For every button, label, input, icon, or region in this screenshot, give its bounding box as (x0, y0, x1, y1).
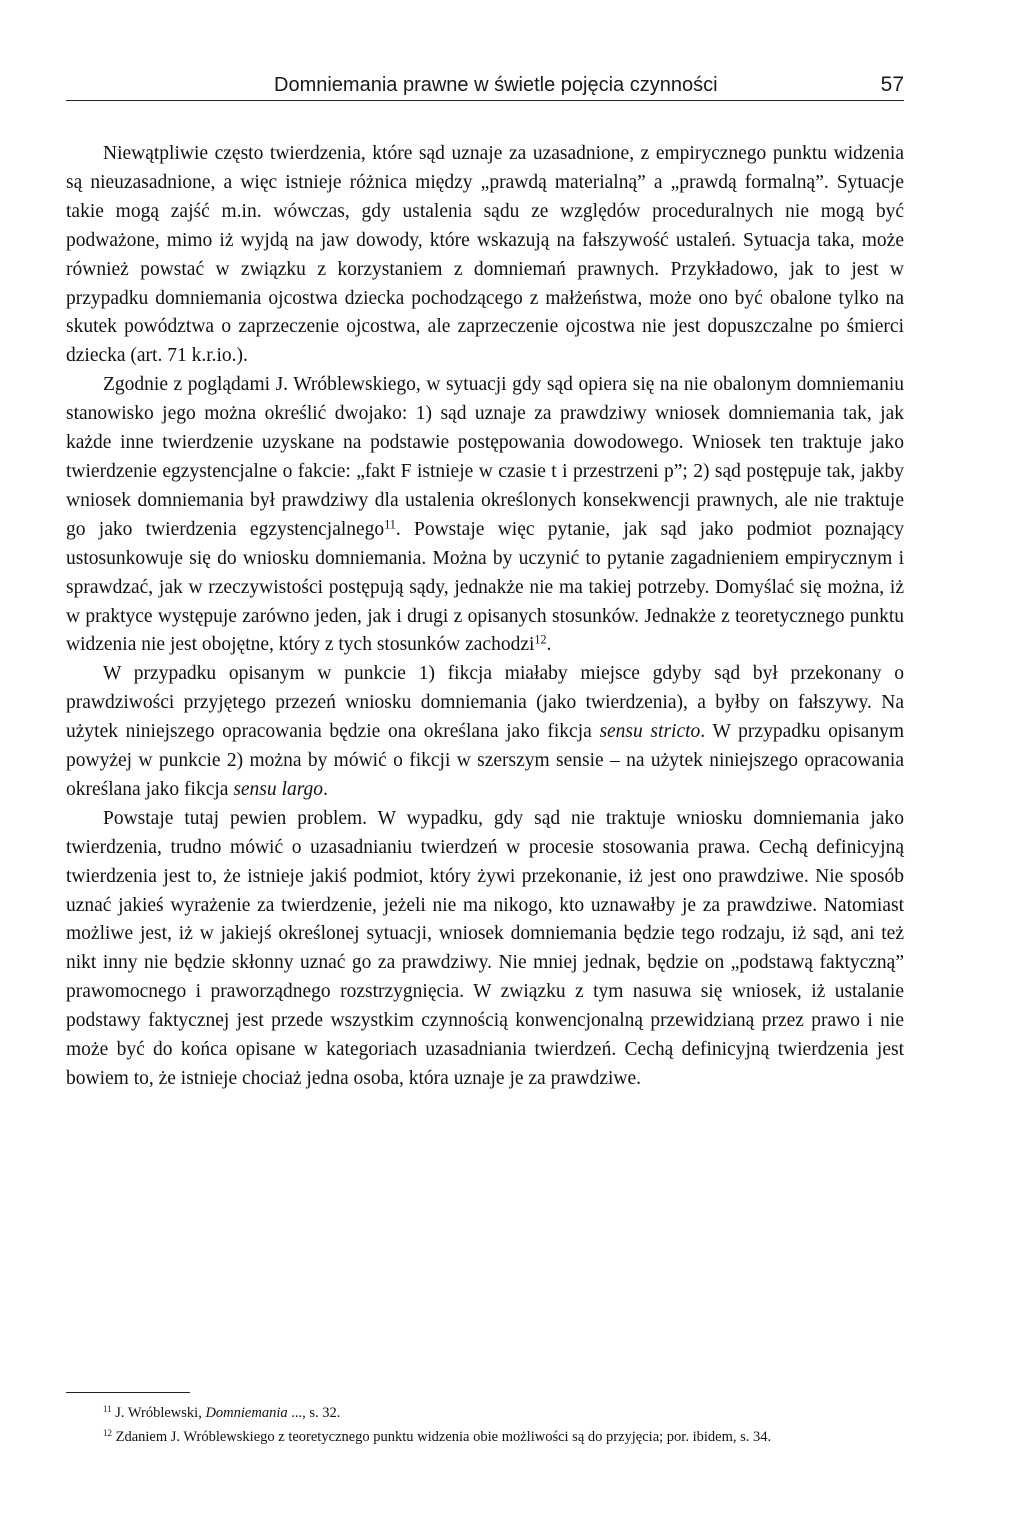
text-run: Zgodnie z poglądami J. Wróblewskiego, w sytuacji gdy sąd opiera się na nie obalonym domniemaniu stanowisko jego można określić dwojako: 1) sąd uznaje za prawdziwy wniosek domniemania tak, jak każde inne twierdzenie uzyskane na podstawie postępowania dowodowego. Wniosek ten traktuje jako twierdzenie egzystencjalne o fakcie: „fakt F istnieje w czasie t i przestrzeni p”; 2) sąd postępuje tak, jakby wniosek domniemania był prawdziwy dla ustalenia określonych konsekwencji prawnych, ale nie traktuje go jako twierdzenia egzystencjalnego (66, 374, 904, 540)
text-run: Zdaniem J. Wróblewskiego z teoretycznego punktu widzenia obie możliwości są do przyjęcia; por. ibidem, s. 34. (111, 1429, 772, 1445)
text-run: . (323, 778, 328, 800)
footnotes (66, 1392, 904, 1449)
footnote (66, 1425, 904, 1449)
page-number: 57 (880, 73, 904, 96)
paragraph (66, 140, 904, 371)
paragraph (66, 371, 904, 660)
text-run: . W przypadku opisanym powyżej w punkcie 2) można by mówić o fikcji w szerszym sensie – na użytek niniejszego opracowania określana jako fikcja (66, 721, 904, 800)
body-text (66, 140, 904, 1094)
paragraph (66, 660, 904, 805)
footnote-ref: 12 (534, 632, 547, 647)
running-header (66, 72, 904, 101)
text-run: . Powstaje więc pytanie, jak sąd jako podmiot poznający ustosunkowuje się do wniosku domniemania. Można by uczynić to pytanie zagadnieniem empirycznym i sprawdzać, jak w rzeczywistości postępują sądy, jednakże nie ma takiej potrzeby. Domyślać się można, iż w praktyce występuje zarówno jeden, jak i drugi z opisanych stosunków. Jednakże z teoretycznego punktu widzenia nie jest obojętne, który z tych stosunków zachodzi (66, 518, 904, 656)
footnote (66, 1401, 904, 1425)
text-run: ..., s. 32. (287, 1405, 341, 1421)
footnote-ref: 12 (103, 1428, 112, 1439)
italic-term: sensu largo (233, 778, 324, 800)
text-run: W przypadku opisanym w punkcie 1) fikcja miałaby miejsce gdyby sąd był przekonany o prawdziwości przyjętego przezeń wniosku domniemania (jako twierdzenia), a byłby on fałszywy. Na użytek niniejszego opracowania będzie ona określana jako fikcja (66, 663, 904, 743)
italic-term: Domniemania (205, 1405, 288, 1421)
text-run: Powstaje tutaj pewien problem. W wypadku, gdy sąd nie traktuje wniosku domniemania jako twierdzenia, trudno mówić o uzasadnianiu twierdzeń w procesie stosowania prawa. Cechą definicyjną twierdzenia jest to, że istnieje jakiś podmiot, który żywi przekonanie, iż jest ono prawdziwe. Nie sposób uznać jakieś wyrażenie za twierdzenie, jeżeli nie ma nikogo, kto uznawałby je za prawdziwe. Natomiast możliwe jest, iż w jakiejś określonej sytuacji, wniosek domniemania będzie tego rodzaju, iż sąd, ani też nikt inny nie będzie skłonny uznać go za prawdziwy. Nie mniej jednak, będzie on „podstawą faktyczną” prawomocnego i praworządnego rozstrzygnięcia. W związku z tym nasuwa się wniosek, iż ustalanie podstawy faktycznej jest przede wszystkim czynnością konwencjonalną przewidzianą przez prawo i nie może być do końca opisane w kategoriach uzasadniania twierdzeń. Cechą definicyjną twierdzenia jest bowiem to, że istnieje chociaż jedna osoba, która uznaje je za prawdziwe. (66, 807, 904, 1089)
text-run: J. Wróblewski, (111, 1405, 206, 1421)
italic-term: sensu stricto (599, 721, 701, 743)
footnote-ref: 11 (384, 517, 396, 532)
text-run: . (546, 634, 552, 656)
footnote-divider (66, 1392, 190, 1393)
paragraph (66, 805, 904, 1094)
text-run: Niewątpliwie często twierdzenia, które sąd uznaje za uzasadnione, z empirycznego punktu widzenia są nieuzasadnione, a więc istnieje różnica między „prawdą materialną” a „prawdą formalną”. Sytuacje takie mogą zajść m.in. wówczas, gdy ustalenia sądu ze względów proceduralnych nie mogą być podważone, mimo iż wyjdą na jaw dowody, które wskazują na fałszywość ustaleń. Sytuacja taka, może również powstać w związku z korzystaniem z domniemań prawnych. Przykładowo, jak to jest w przypadku domniemania ojcostwa dziecka pochodzącego z małżeństwa, może ono być obalone tylko na skutek powództwa o zaprzeczenie ojcostwa, ale zaprzeczenie ojcostwa nie jest dopuszczalne po śmierci dziecka (art. 71 k.r.io.). (66, 143, 904, 367)
footnote-ref: 11 (103, 1404, 112, 1415)
running-title: Domniemania prawne w świetle pojęcia czynności (274, 74, 718, 96)
